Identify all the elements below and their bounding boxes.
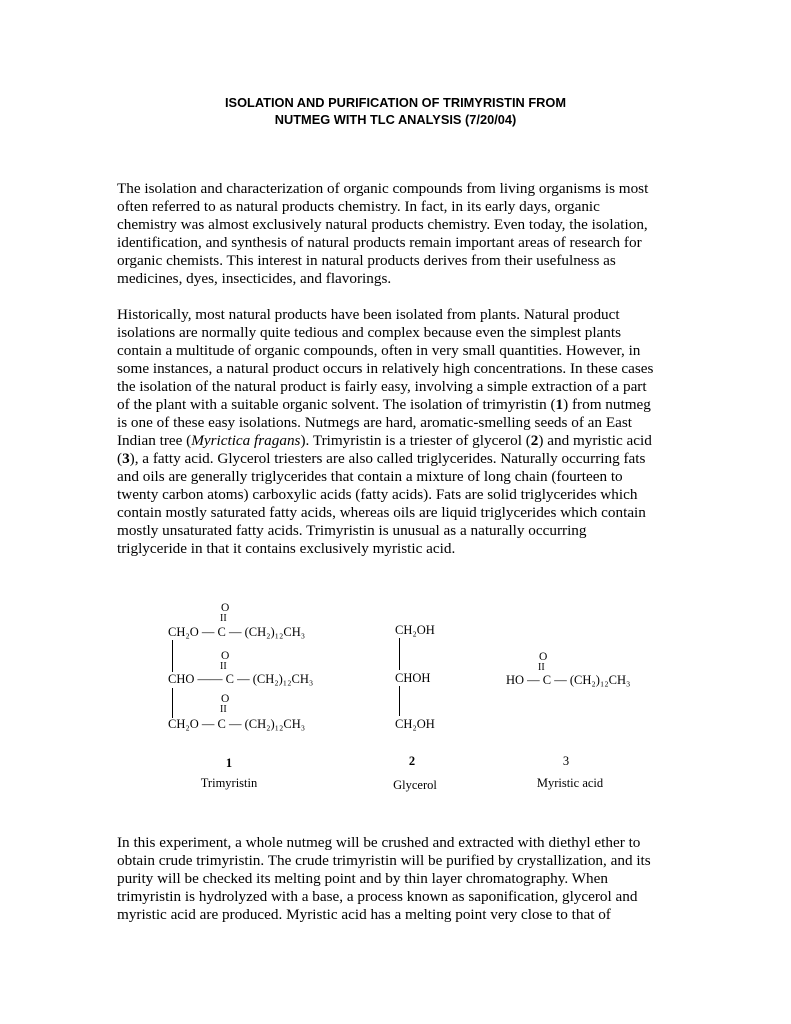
paragraph-line: obtain crude trimyristin. The crude trimyristin will be purified by crystallization, and its xyxy=(117,852,651,869)
double-bond: II xyxy=(538,662,545,673)
paragraph-line: some instances, a natural product occurs in relatively high concentrations. In these cases xyxy=(117,360,654,377)
document-title-line-1: ISOLATION AND PURIFICATION OF TRIMYRISTIN FROM xyxy=(225,95,566,110)
carbonyl-oxygen: O xyxy=(221,602,230,614)
carbonyl-oxygen: O xyxy=(539,651,548,663)
paragraph-line: of the plant with a suitable organic solvent. The isolation of trimyristin (1) from nutmeg xyxy=(117,396,651,413)
bond-line xyxy=(399,638,400,670)
paragraph-line: contain mostly saturated fatty acids, whereas oils are liquid triglycerides which contain xyxy=(117,504,646,521)
structure-row: CHOH xyxy=(395,671,431,685)
paragraph-line: is one of these easy isolations. Nutmegs are hard, aromatic-smelling seeds of an East xyxy=(117,414,632,431)
paragraph-line: medicines, dyes, insecticides, and flavorings. xyxy=(117,270,392,287)
bond-line xyxy=(399,686,400,716)
bond-line xyxy=(172,640,173,672)
compound-number: 2 xyxy=(408,754,416,768)
paragraph-line: mostly unsaturated fatty acids. Trimyristin is unusual as a naturally occurring xyxy=(117,522,587,539)
paragraph-line: the isolation of the natural product is fairly easy, involving a simple extraction of a part xyxy=(117,378,647,395)
paragraph-line: Historically, most natural products have been isolated from plants. Natural product xyxy=(117,306,620,323)
paragraph-line: trimyristin is hydrolyzed with a base, a process known as saponification, glycerol and xyxy=(117,888,638,905)
compound-name: Myristic acid xyxy=(536,776,604,790)
history-paragraph xyxy=(117,306,677,558)
paragraph-line: contain a multitude of organic compounds, often in very small quantities. However, in xyxy=(117,342,641,359)
experiment-paragraph xyxy=(117,834,677,924)
paragraph-line: Indian tree (Myrictica fragans). Trimyristin is a triester of glycerol (2) and myristic acid xyxy=(117,432,652,449)
structure-row: CH₂OH xyxy=(395,623,435,637)
double-bond: II xyxy=(220,661,227,672)
paragraph-line: twenty carbon atoms) carboxylic acids (fatty acids). Fats are solid triglycerides which xyxy=(117,486,638,503)
compound-name: Trimyristin xyxy=(200,776,258,790)
compound-name: Glycerol xyxy=(393,778,437,792)
carbonyl-oxygen: O xyxy=(221,650,230,662)
paragraph-line: organic chemists. This interest in natural products derives from their usefulness as xyxy=(117,252,616,269)
paragraph-line: isolations are normally quite tedious and complex because even the simplest plants xyxy=(117,324,622,341)
paragraph-line: myristic acid are produced. Myristic acid has a melting point very close to that of xyxy=(117,906,611,923)
structure-row: CH₂OH xyxy=(395,717,435,731)
compound-number: 1 xyxy=(225,756,233,770)
structure-row: CH₂O — C — (CH₂)₁₂CH₃ xyxy=(168,625,306,639)
carbonyl-oxygen: O xyxy=(221,693,230,705)
bond-line xyxy=(172,688,173,718)
document-title-line-2: NUTMEG WITH TLC ANALYSIS (7/20/04) xyxy=(274,112,517,127)
double-bond: II xyxy=(220,704,227,715)
paragraph-line: and oils are generally triglycerides that contain a mixture of long chain (fourteen to xyxy=(117,468,623,485)
paragraph-line: identification, and synthesis of natural products remain important areas of research for xyxy=(117,234,642,251)
paragraph-line: often referred to as natural products chemistry. In fact, in its early days, organic xyxy=(117,198,600,215)
paragraph-line: chemistry was almost exclusively natural products chemistry. Even today, the isolation, xyxy=(117,216,648,233)
structure-row: CHO —— C — (CH₂)₁₂CH₃ xyxy=(168,672,314,686)
paragraph-line: (3), a fatty acid. Glycerol triesters are also called triglycerides. Naturally occurring fats xyxy=(117,450,646,467)
paragraph-line: The isolation and characterization of organic compounds from living organisms is most xyxy=(117,180,649,197)
paragraph-line: In this experiment, a whole nutmeg will be crushed and extracted with diethyl ether to xyxy=(117,834,641,851)
paragraph-line: triglyceride in that it contains exclusively myristic acid. xyxy=(117,540,456,557)
structure-row: HO — C — (CH₂)₁₂CH₃ xyxy=(506,673,631,687)
double-bond: II xyxy=(220,613,227,624)
intro-paragraph xyxy=(117,180,677,288)
compound-number: 3 xyxy=(562,754,570,768)
structure-row: CH₂O — C — (CH₂)₁₂CH₃ xyxy=(168,717,306,731)
paragraph-line: purity will be checked its melting point and by thin layer chromatography. When xyxy=(117,870,608,887)
